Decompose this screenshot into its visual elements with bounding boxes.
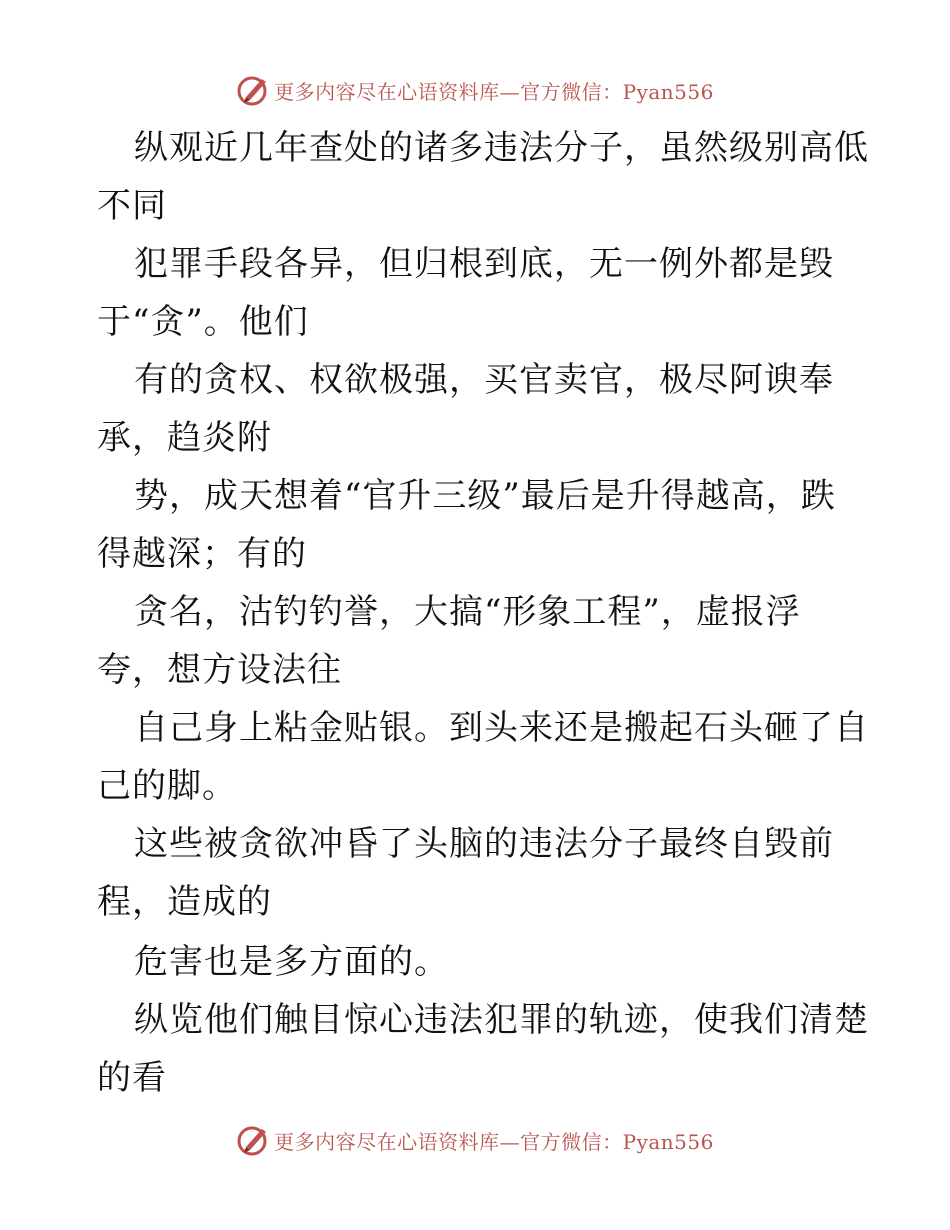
text-line: 贪名，沽钓钓誉，大搞“形象工程”，虚报浮: [134, 592, 801, 632]
banner-text: [274, 1126, 714, 1155]
text-line: 危害也是多方面的。: [134, 942, 449, 982]
banner-wechat-label: 官方微信：: [520, 1129, 623, 1154]
text-line: 纵观近几年查处的诸多违法分子，虽然级别高低: [134, 128, 869, 168]
text-line: 犯罪手段各异，但归根到底，无一例外都是毁: [134, 244, 834, 284]
banner-wechat-id: Pyan556: [622, 79, 714, 104]
text-line: 势，成天想着“官升三级”最后是升得越高，跌: [134, 476, 836, 516]
text-line: 有的贪权、权欲极强，买官卖官，极尽阿谀奉: [134, 360, 834, 400]
text-line: 程，造成的: [97, 882, 272, 922]
banner-wechat-id: Pyan556: [622, 1129, 714, 1154]
text-line: 承，趋炎附: [97, 418, 272, 458]
text-line: 于“贪”。他们: [97, 302, 309, 342]
header-banner: [0, 70, 950, 110]
text-line: 纵览他们触目惊心违法犯罪的轨迹，使我们清楚: [134, 1000, 869, 1040]
text-line: 己的脚。: [97, 766, 237, 806]
text-line: 这些被贪欲冲昏了头脑的违法分子最终自毁前: [134, 824, 834, 864]
banner-separator: —: [499, 1129, 521, 1154]
text-line: 不同: [97, 186, 167, 226]
banner-main-text: 更多内容尽在心语资料库: [274, 1129, 500, 1154]
banner-main-text: 更多内容尽在心语资料库: [274, 79, 500, 104]
banner-separator: —: [499, 79, 521, 104]
banner-text: [274, 76, 714, 105]
text-line: 夸，想方设法往: [97, 650, 342, 690]
pen-logo-icon: [236, 1123, 270, 1157]
text-line: 的看: [97, 1058, 167, 1098]
banner-wechat-label: 官方微信：: [520, 79, 623, 104]
text-line: 自己身上粘金贴银。到头来还是搬起石头砸了自: [134, 708, 869, 748]
text-line: 得越深；有的: [97, 534, 307, 574]
pen-logo-icon: [236, 73, 270, 107]
footer-banner: [0, 1120, 950, 1160]
